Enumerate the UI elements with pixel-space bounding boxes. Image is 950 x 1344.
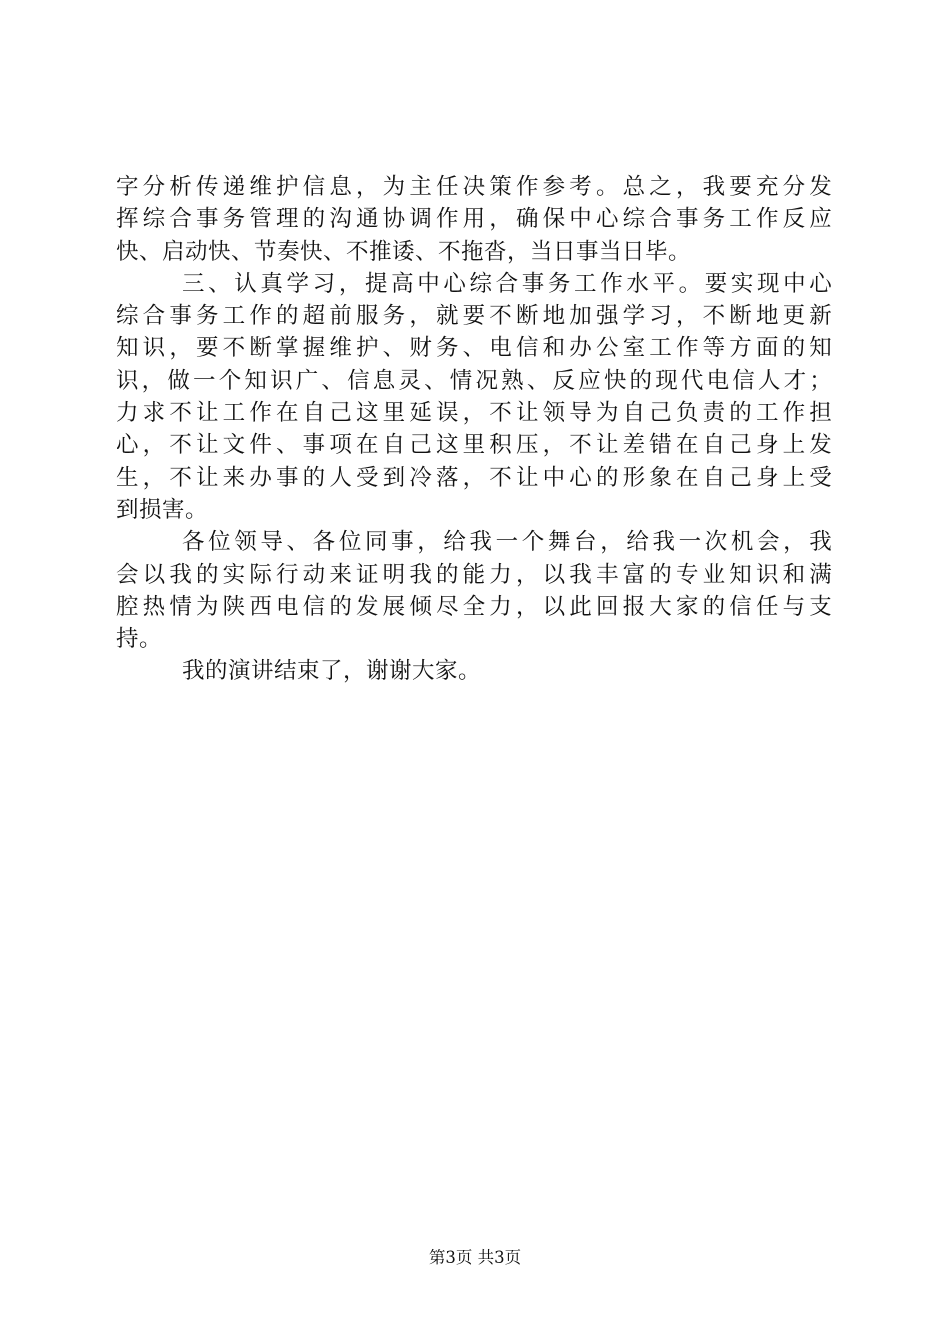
text-line: 综合事务工作的超前服务，就要不断地加强学习，不断地更新 [116, 303, 832, 330]
text-line: 挥综合事务管理的沟通协调作用，确保中心综合事务工作反应 [116, 206, 832, 233]
paragraph-start-line: 我的演讲结束了，谢谢大家。 [182, 658, 482, 685]
text-line: 心，不让文件、事项在自己这里积压，不让差错在自己身上发 [116, 432, 832, 459]
text-line: 力求不让工作在自己这里延误，不让领导为自己负责的工作担 [116, 400, 832, 427]
body-text [116, 171, 832, 688]
page-number-label: 第3页 共3页 [428, 1248, 522, 1267]
text-line: 会以我的实际行动来证明我的能力，以我丰富的专业知识和满 [116, 561, 832, 588]
text-line: 知识，要不断掌握维护、财务、电信和办公室工作等方面的知 [116, 335, 832, 362]
text-line: 生，不让来办事的人受到冷落，不让中心的形象在自己身上受 [116, 464, 832, 491]
paragraph-start-line: 三、认真学习，提高中心综合事务工作水平。要实现中心 [182, 270, 832, 297]
page-footer [0, 1244, 950, 1268]
text-line: 持。 [116, 626, 163, 653]
text-line: 字分析传递维护信息，为主任决策作参考。总之，我要充分发 [116, 174, 832, 200]
text-line: 腔热情为陕西电信的发展倾尽全力，以此回报大家的信任与支 [116, 593, 832, 620]
text-line: 到损害。 [116, 496, 209, 523]
text-line: 识，做一个知识广、信息灵、情况熟、反应快的现代电信人才； [116, 367, 832, 394]
text-line: 快、启动快、节奏快、不推诿、不拖沓，当日事当日毕。 [116, 238, 692, 265]
paragraph-start-line: 各位领导、各位同事，给我一个舞台，给我一次机会，我 [182, 529, 832, 556]
